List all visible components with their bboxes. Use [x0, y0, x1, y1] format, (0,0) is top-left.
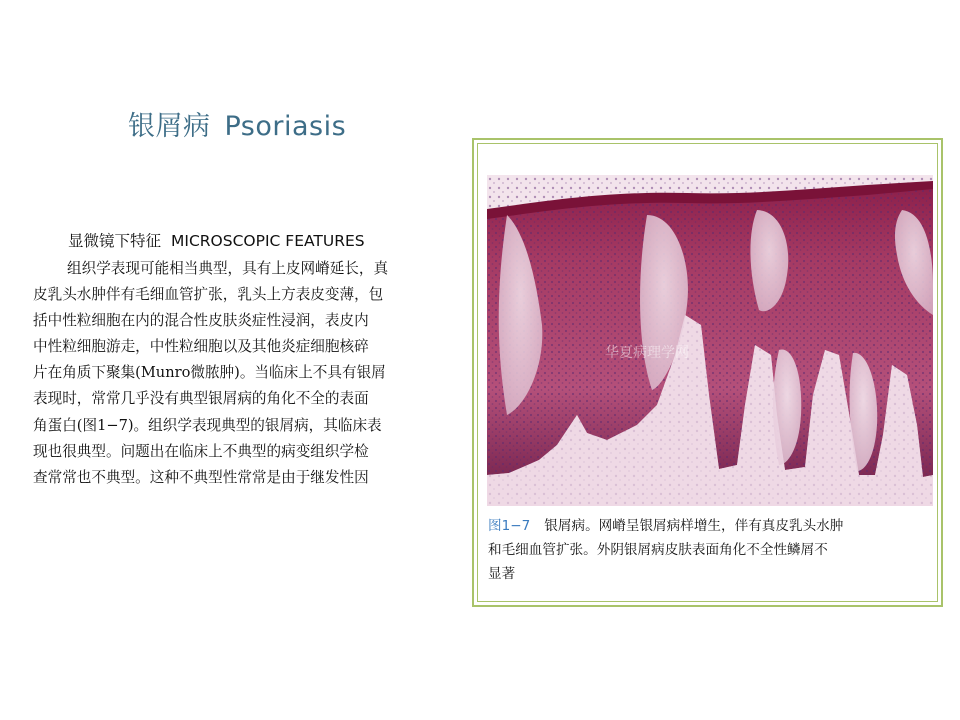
- caption-text: 银屑病。网嵴呈银屑病样增生，伴有真皮乳头水肿: [544, 518, 844, 534]
- body-line: 角蛋白(图1−7)。组织学表现典型的银屑病，其临床表: [33, 416, 382, 434]
- body-line: 表现时，常常几乎没有典型银屑病的角化不全的表面: [33, 390, 369, 408]
- histology-micrograph-image: [487, 175, 933, 506]
- caption-line: 显著: [488, 566, 516, 582]
- page-title-en: Psoriasis: [224, 111, 347, 142]
- page-title-zh: 银屑病: [128, 111, 211, 142]
- watermark-text: 华夏病理学网: [605, 345, 689, 361]
- section-heading-zh: 显微镜下特征: [68, 232, 162, 250]
- figure-frame: [472, 138, 943, 607]
- body-line: 中性粒细胞游走，中性粒细胞以及其他炎症细胞核碎: [33, 338, 369, 356]
- body-line: 现也很典型。问题出在临床上不典型的病变组织学检: [33, 442, 369, 460]
- body-paragraph: [33, 256, 473, 491]
- caption-label: 图1−7: [488, 518, 531, 534]
- caption-line: [488, 514, 934, 538]
- body-line: 括中性粒细胞在内的混合性皮肤炎症性浸润，表皮内: [33, 312, 369, 330]
- body-line: 片在角质下聚集(Munro微脓肿)。当临床上不具有银屑: [33, 364, 386, 382]
- body-line: 皮乳头水肿伴有毛细血管扩张，乳头上方表皮变薄，包: [33, 286, 384, 304]
- page-title: [128, 104, 346, 143]
- caption-line: 和毛细血管扩张。外阴银屑病皮肤表面角化不全性鳞屑不: [488, 542, 828, 558]
- section-heading-en: MICROSCOPIC FEATURES: [171, 232, 365, 250]
- section-heading: [68, 229, 365, 251]
- figure-caption: [488, 514, 934, 586]
- body-line: 查常常也不典型。这种不典型性常常是由于继发性因: [33, 468, 369, 486]
- body-line: 组织学表现可能相当典型，具有上皮网嵴延长，真: [67, 260, 389, 277]
